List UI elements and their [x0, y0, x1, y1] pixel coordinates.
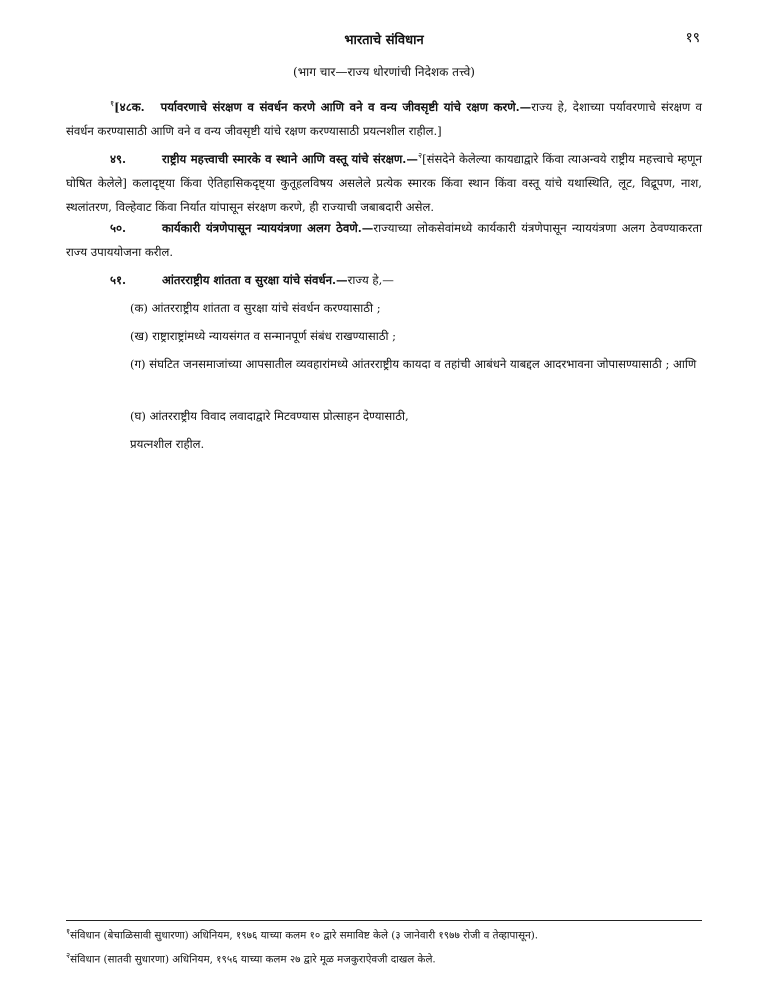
- article-heading: कार्यकारी यंत्रणेपासून न्याययंत्रणा अलग ठेवणे.—: [162, 221, 374, 235]
- closing-text: प्रयत्नशील राहील.: [130, 437, 205, 451]
- article-51: [66, 268, 702, 292]
- article-50: [66, 216, 702, 264]
- article-number: ४९.: [110, 151, 127, 166]
- clause-kha: (ख) राष्ट्राराष्ट्रांमध्ये न्यायसंगत व सन्मानपूर्ण संबंध राखण्यासाठी ;: [130, 329, 397, 343]
- clause-gha: (घ) आंतरराष्ट्रीय विवाद लवादाद्वारे मिटवण्यास प्रोत्साहन देण्यासाठी,: [130, 409, 409, 423]
- article-heading: पर्यावरणाचे संरक्षण व संवर्धन करणे आणि वने व वन्य जीवसृष्टी यांचे रक्षण करणे.—: [160, 99, 532, 114]
- article-text: राज्याच्या लोकसेवांमध्ये कार्यकारी यंत्रणेपासून न्याययंत्रणा अलग ठेवण्याकरता राज्य उपाययोजना करील.: [66, 221, 702, 259]
- clause-ka: (क) आंतरराष्ट्रीय शांतता व सुरक्षा यांचे संवर्धन करण्यासाठी ;: [130, 301, 381, 315]
- footnote-text: संविधान (बेचाळिसावी सुधारणा) अधिनियम, १९७६ याच्या कलम १० द्वारे समाविष्ट केले (३ जानेवारी १९७७ रोजी व तेव्हापासून).: [70, 929, 539, 942]
- article-text: राज्य हे,—: [347, 273, 394, 287]
- footnote-1: [66, 926, 706, 942]
- footnote-marker: २: [417, 151, 423, 160]
- article-heading: आंतरराष्ट्रीय शांतता व सुरक्षा यांचे संवर्धन.—: [162, 273, 348, 287]
- article-number: ५०.: [110, 221, 127, 235]
- article-49: [66, 144, 702, 219]
- article-text: राज्य हे, देशाच्या पर्यावरणाचे संरक्षण व संवर्धन करण्यासाठी आणि वने व वन्य जीवसृष्टी यांचे रक्षण करण्यासाठी प्रयत्नशील राहील.]: [66, 99, 703, 138]
- footnote-2: [66, 950, 706, 966]
- article-prefix: [: [114, 99, 120, 114]
- article-text: [संसदेने केलेल्या कायद्याद्वारे किंवा त्याअन्वये राष्ट्रीय महत्त्वाचे म्हणून घोषित केलेले] कलादृष्ट्या किंवा ऐतिहासिकदृष्ट्या कुतूहलविषय असलेले प्रत्येक स्मारक किंवा स्थान किंवा वस्तू यांचे यथास्थिति, लूट, विद्रूपण, नाश, स्थलांतरण, विल्हेवाट किंवा निर्यात यांपासून संरक्षण करणे, ही राज्याची जबाबदारी असेल.: [66, 151, 702, 214]
- article-48a: [66, 92, 702, 143]
- footnote-divider: [66, 920, 702, 921]
- clause-ga: (ग) संघटित जनसमाजांच्या आपसातील व्यवहारांमध्ये आंतरराष्ट्रीय कायदा व तहांची आबंधने याबद्दल आदरभावना जोपासण्यासाठी ; आणि: [130, 357, 697, 371]
- article-number: ४८क.: [119, 99, 145, 114]
- page-number: १९: [685, 30, 700, 46]
- footnote-marker: १: [66, 927, 71, 936]
- page-title: भारताचे संविधान: [344, 33, 424, 48]
- part-subtitle: (भाग चार—राज्य धोरणांची निदेशक तत्त्वे): [293, 65, 475, 79]
- article-heading: राष्ट्रीय महत्त्वाची स्मारके व स्थाने आणि वस्तू यांचे संरक्षण.—: [162, 151, 418, 166]
- footnote-marker: १: [110, 99, 115, 108]
- footnote-text: संविधान (सातवी सुधारणा) अधिनियम, १९५६ याच्या कलम २७ द्वारे मूळ मजकुराऐवजी दाखल केले.: [70, 953, 436, 966]
- footnote-marker: २: [66, 951, 71, 960]
- article-number: ५१.: [110, 273, 127, 287]
